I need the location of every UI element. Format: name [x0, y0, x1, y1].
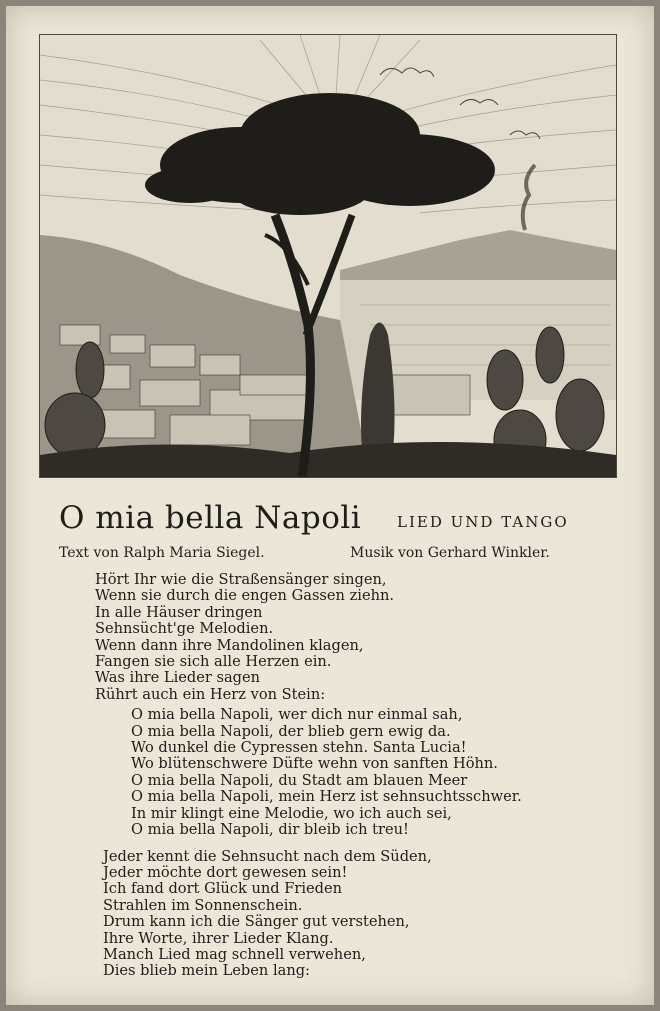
verse-1 [95, 572, 615, 703]
lyric-line: O mia bella Napoli, mein Herz ist sehnsuchtsschwer. [131, 788, 522, 806]
chorus [131, 707, 615, 838]
text-credit: Text von Ralph Maria Siegel. [59, 545, 265, 561]
song-subtitle: LIED UND TANGO [397, 513, 569, 531]
title-row [59, 500, 619, 542]
lyric-line: Hört Ihr wie die Straßensänger singen, [95, 571, 387, 588]
lyric-line: Jeder kennt die Sehnsucht nach dem Süden, [103, 847, 432, 865]
song-title: O mia bella Napoli [59, 500, 362, 536]
lyric-line: Manch Lied mag schnell verwehen, [103, 945, 366, 963]
lyric-line: Ihre Worte, ihrer Lieder Klang. [103, 929, 334, 947]
lyric-line: Wenn dann ihre Mandolinen klagen, [95, 636, 364, 654]
lyric-line: O mia bella Napoli, der blieb gern ewig da. [131, 722, 451, 740]
lyric-line: Wo dunkel die Cypressen stehn. Santa Lucia! [131, 739, 467, 757]
lyric-line: Wo blütenschwere Düfte wehn von sanften Höhn. [131, 755, 498, 773]
lyric-line: Strahlen im Sonnenschein. [103, 896, 303, 914]
verse-2 [103, 849, 615, 980]
naples-bay-illustration [39, 34, 617, 478]
lyric-line: Wenn sie durch die engen Gassen ziehn. [95, 587, 395, 605]
postcard [6, 6, 654, 1005]
lyric-line: In mir klingt eine Melodie, wo ich auch sei, [131, 804, 452, 822]
lyric-line: Sehnsücht'ge Melodien. [95, 620, 274, 638]
lyric-line: Ich fand dort Glück und Frieden [103, 880, 343, 898]
music-credit: Musik von Gerhard Winkler. [350, 545, 550, 561]
lyric-line: Dies blieb mein Leben lang: [103, 962, 310, 980]
lyric-line: Rührt auch ein Herz von Stein: [95, 685, 326, 703]
lyric-line: Was ihre Lieder sagen [95, 669, 261, 687]
lyric-line: Fangen sie sich alle Herzen ein. [95, 653, 332, 671]
naples-landscape-drawing [40, 35, 616, 477]
lyric-line: O mia bella Napoli, dir bleib ich treu! [131, 821, 409, 839]
lyric-line: O mia bella Napoli, du Stadt am blauen Meer [131, 771, 468, 789]
lyric-line: Drum kann ich die Sänger gut verstehen, [103, 913, 410, 931]
lyric-line: O mia bella Napoli, wer dich nur einmal sah, [131, 706, 463, 724]
lyrics [95, 572, 615, 980]
lyric-line: In alle Häuser dringen [95, 603, 263, 621]
lyric-line: Jeder möchte dort gewesen sein! [103, 863, 348, 881]
